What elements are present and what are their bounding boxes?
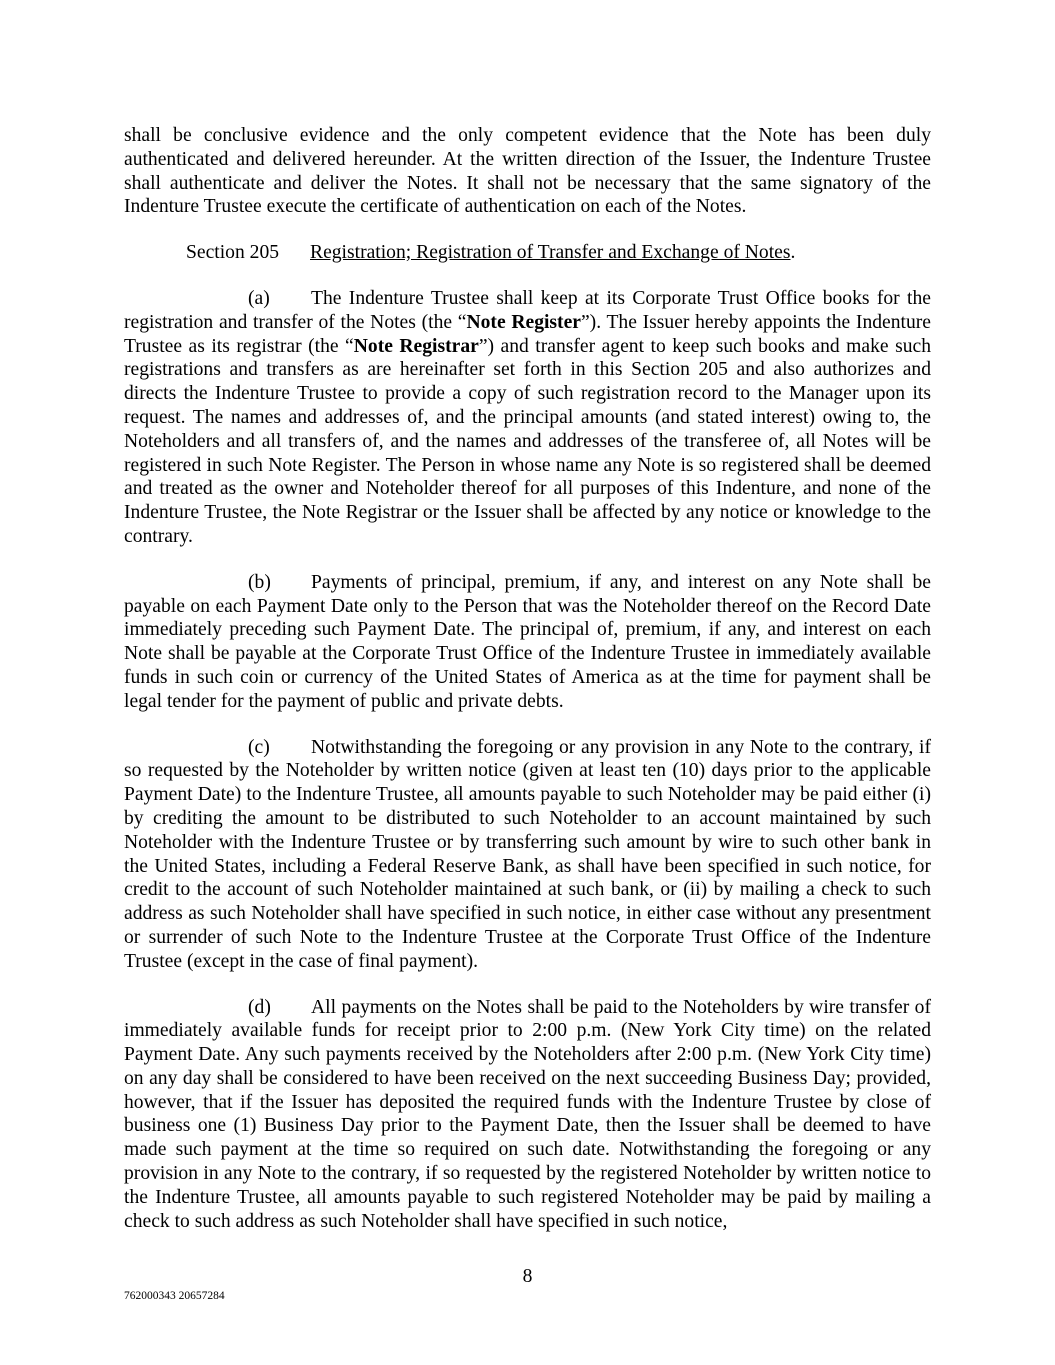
paragraph-c-label: (c) <box>248 736 270 758</box>
paragraph-c <box>124 736 931 974</box>
term-note-registrar: Note Registrar <box>353 335 479 357</box>
continued-paragraph: shall be conclusive evidence and the only competent evidence that the Note has been duly authenticated and delivered hereunder. At the written direction of the Issuer, the Indenture Trustee shall authenticate and deliver the Notes. It shall not be necessary that the same signatory of the Indenture Trustee execute the certificate of authentication on each of the Notes. <box>124 125 931 218</box>
section-heading <box>186 241 931 265</box>
paragraph-d <box>124 996 931 1234</box>
document-page <box>124 124 931 1255</box>
document-id: 762000343 20657284 <box>124 1290 225 1302</box>
section-title: Registration; Registration of Transfer and Exchange of Notes <box>310 242 791 264</box>
paragraph-b-label: (b) <box>248 571 271 593</box>
paragraph-b <box>124 571 931 714</box>
term-note-register: Note Register <box>466 311 581 333</box>
paragraph-a-text-2: ”). The Issuer hereby appoints the Indenture Trustee as its registrar (the “ <box>124 311 931 357</box>
paragraph-a-text-1: The Indenture Trustee shall keep at its Corporate Trust Office books for the registration and transfer of the Notes (the “ <box>124 287 931 333</box>
page-number: 8 <box>522 1266 533 1287</box>
paragraph-a-label: (a) <box>248 287 270 309</box>
paragraph-d-text: All payments on the Notes shall be paid to the Noteholders by wire transfer of immediately available funds for receipt prior to 2:00 p.m. (New York City time) on the related Payment Date. Any such payments received by the Noteholders after 2:00 p.m. (New York City time) on any day shall be considered to have been received on the next succeeding Business Day; provided, however, that if the Issuer has deposited the required funds with the Indenture Trustee by close of business one (1) Business Day prior to the Payment Date, then the Issuer shall be deemed to have made such payment at the time so required on such date. Notwithstanding the foregoing or any provision in any Note to the contrary, if so requested by the registered Noteholder by written notice to the Indenture Trustee, all amounts payable to such registered Noteholder may be paid by mailing a check to such address as such Noteholder shall have specified in such notice, <box>124 996 931 1232</box>
paragraph-d-label: (d) <box>248 996 271 1018</box>
paragraph-c-text: Notwithstanding the foregoing or any provision in any Note to the contrary, if so requested by the Noteholder by written notice (given at least ten (10) days prior to the applicable Payment Date) to the Indenture Trustee, all amounts payable to such Noteholder may be paid either (i) by crediting the amount to be distributed to such Noteholder to an account maintained by such Noteholder with the Indenture Trustee or by transferring such amount by wire to such other bank in the United States, including a Federal Reserve Bank, as shall have been specified in such notice, for credit to the account of such Noteholder maintained at such bank, or (ii) by mailing a check to such address as such Noteholder shall have specified in such notice, in either case without any presentment or surrender of such Note to the Indenture Trustee at the Corporate Trust Office of the Indenture Trustee (except in the case of final payment). <box>124 736 931 972</box>
section-title-period: . <box>790 242 796 264</box>
paragraph-a-text-3: ”) and transfer agent to keep such books and make such registrations and transfers as are hereinafter set forth in this Section 205 and also authorizes and directs the Indenture Trustee to provide a copy of such registration record to the Manager upon its request. The names and addresses of, and the principal amounts (and stated interest) owing to, the Noteholders and all transfers of, and the names and addresses of the transferee of, all Notes will be registered in such Note Register. The Person in whose name any Note is so registered shall be deemed and treated as the owner and Noteholder thereof for all purposes of this Indenture, and none of the Indenture Trustee, the Note Registrar or the Issuer shall be affected by any notice or knowledge to the contrary. <box>124 335 932 547</box>
section-number: Section 205 <box>186 242 280 264</box>
paragraph-b-text: Payments of principal, premium, if any, and interest on any Note shall be payable on each Payment Date only to the Person that was the Noteholder thereof on the Record Date immediately preceding such Payment Date. The principal of, premium, if any, and interest on each Note shall be payable at the Corporate Trust Office of the Indenture Trustee in immediately available funds in such coin or currency of the United States of America as at the time for payment shall be legal tender for the payment of public and private debts. <box>124 571 931 712</box>
paragraph-a <box>124 287 931 549</box>
